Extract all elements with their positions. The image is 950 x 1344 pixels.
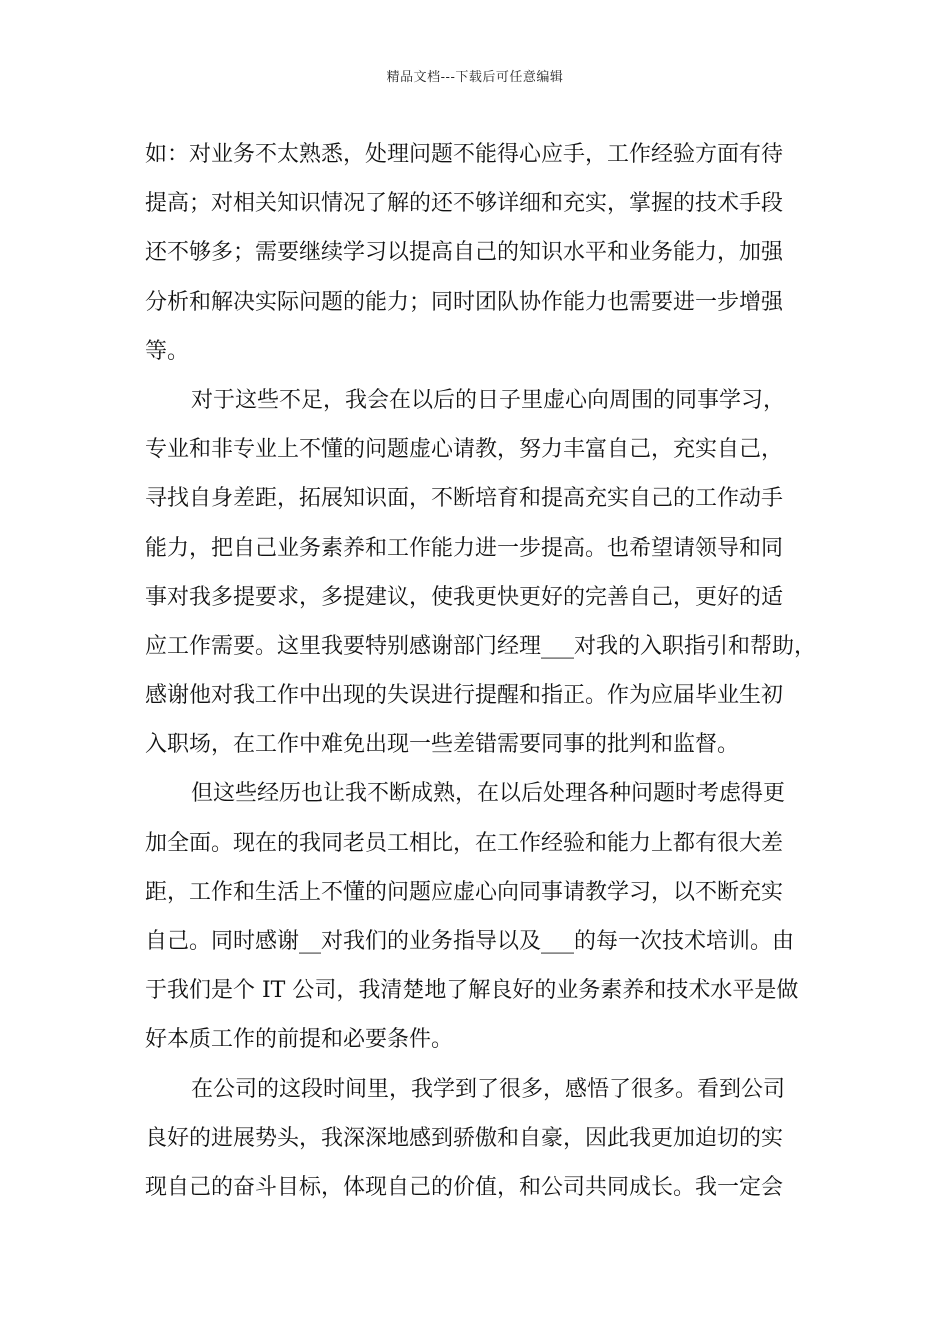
text-line: 入职场，在工作中难免出现一些差错需要同事的批判和监督。: [145, 732, 740, 758]
text-line: 提高；对相关知识情况了解的还不够详细和充实，掌握的技术手段: [145, 191, 784, 217]
text-line: 但这些经历也让我不断成熟，在以后处理各种问题时考虑得更: [191, 781, 786, 807]
text-line: 还不够多；需要继续学习以提高自己的知识水平和业务能力，加强: [145, 240, 784, 266]
text-line: 加全面。现在的我同老员工相比，在工作经验和能力上都有很大差: [145, 830, 784, 856]
document-body: [145, 130, 821, 1212]
text-line: 分析和解决实际问题的能力；同时团队协作能力也需要进一步增强: [145, 289, 784, 315]
text-line: 现自己的奋斗目标，体现自己的价值，和公司共同成长。我一定会: [145, 1174, 784, 1200]
text-line: 自己。同时感谢__对我们的业务指导以及___的每一次技术培训。由: [145, 929, 795, 954]
text-line: 能力，把自己业务素养和工作能力进一步提高。也希望请领导和同: [145, 535, 784, 561]
text-line: 应工作需要。这里我要特别感谢部门经理___对我的入职指引和帮助，: [145, 633, 817, 659]
text-line: 距，工作和生活上不懂的问题应虚心向同事请教学习，以不断充实: [145, 879, 784, 905]
page-header: 精品文档---下载后可任意编辑: [386, 70, 564, 85]
text-line: 专业和非专业上不懂的问题虚心请教，努力丰富自己，充实自己，: [145, 437, 784, 463]
text-line: 感谢他对我工作中出现的失误进行提醒和指正。作为应届毕业生初: [145, 683, 784, 709]
text-line: 好本质工作的前提和必要条件。: [145, 1027, 454, 1053]
text-line: 事对我多提要求，多提建议，使我更快更好的完善自己，更好的适: [145, 584, 784, 610]
text-line: 在公司的这段时间里，我学到了很多，感悟了很多。看到公司: [191, 1076, 786, 1102]
text-line: 良好的进展势头，我深深地感到骄傲和自豪，因此我更加迫切的实: [145, 1125, 784, 1151]
text-line: 寻找自身差距，拓展知识面，不断培育和提高充实自己的工作动手: [145, 486, 784, 512]
text-line: 如：对业务不太熟悉，处理问题不能得心应手，工作经验方面有待: [145, 142, 784, 167]
text-line: 等。: [145, 338, 190, 364]
text-line: 对于这些不足，我会在以后的日子里虚心向周围的同事学习，: [191, 387, 786, 413]
text-line: 于我们是个 IT 公司，我清楚地了解良好的业务素养和技术水平是做: [145, 978, 799, 1004]
